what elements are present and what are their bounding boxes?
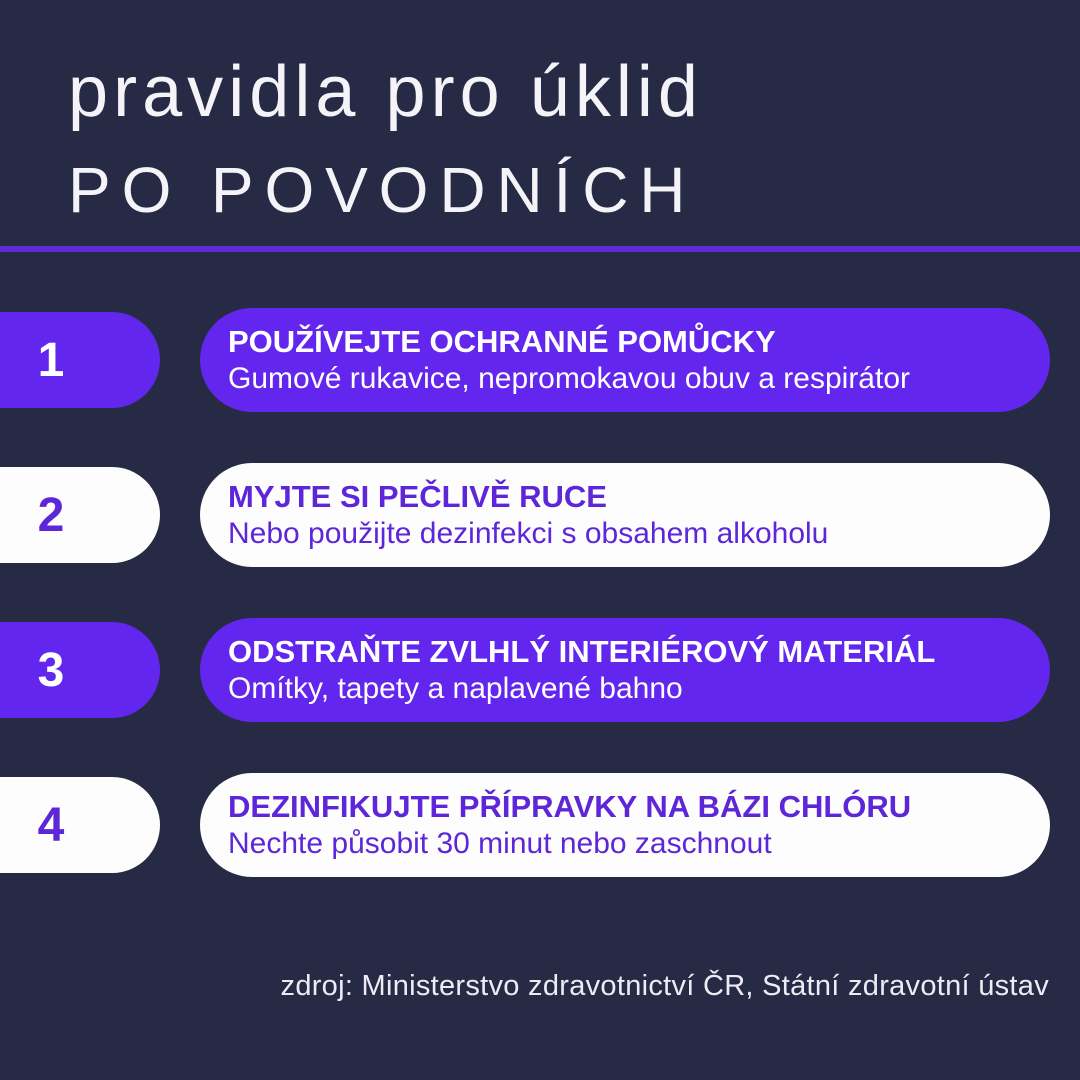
- page-title-line2: PO POVODNÍCH: [68, 154, 697, 226]
- item-number-pill: [0, 777, 160, 873]
- item-number: 2: [37, 488, 65, 542]
- item-number-pill: [0, 467, 160, 563]
- item-title: MYJTE SI PEČLIVĚ RUCE: [228, 479, 607, 515]
- item-title: ODSTRAŇTE ZVLHLÝ INTERIÉROVÝ MATERIÁL: [228, 634, 936, 670]
- item-number-pill: [0, 622, 160, 718]
- item-subtitle: Omítky, tapety a naplavené bahno: [228, 671, 683, 705]
- item-card: [200, 773, 1050, 877]
- page-title-line1: pravidla pro úklid: [68, 52, 704, 132]
- list-item-3: [0, 618, 1080, 722]
- item-number-pill: [0, 312, 160, 408]
- item-subtitle: Gumové rukavice, nepromokavou obuv a respirátor: [228, 361, 911, 395]
- item-number: 1: [37, 333, 65, 387]
- list-item-4: [0, 773, 1080, 877]
- item-number: 4: [37, 798, 65, 852]
- rules-list: [0, 308, 1080, 928]
- header: [68, 52, 704, 226]
- item-title: POUŽÍVEJTE OCHRANNÉ POMŮCKY: [228, 324, 776, 360]
- title-divider: [0, 246, 1080, 252]
- source-attribution: zdroj: Ministerstvo zdravotnictví ČR, Státní zdravotní ústav: [280, 970, 1049, 1002]
- item-title: DEZINFIKUJTE PŘÍPRAVKY NA BÁZI CHLÓRU: [228, 789, 912, 825]
- item-card: [200, 618, 1050, 722]
- list-item-1: [0, 308, 1080, 412]
- list-item-2: [0, 463, 1080, 567]
- item-number: 3: [37, 643, 65, 697]
- item-card: [200, 463, 1050, 567]
- item-subtitle: Nebo použijte dezinfekci s obsahem alkoholu: [228, 516, 829, 550]
- item-card: [200, 308, 1050, 412]
- item-subtitle: Nechte působit 30 minut nebo zaschnout: [228, 826, 772, 860]
